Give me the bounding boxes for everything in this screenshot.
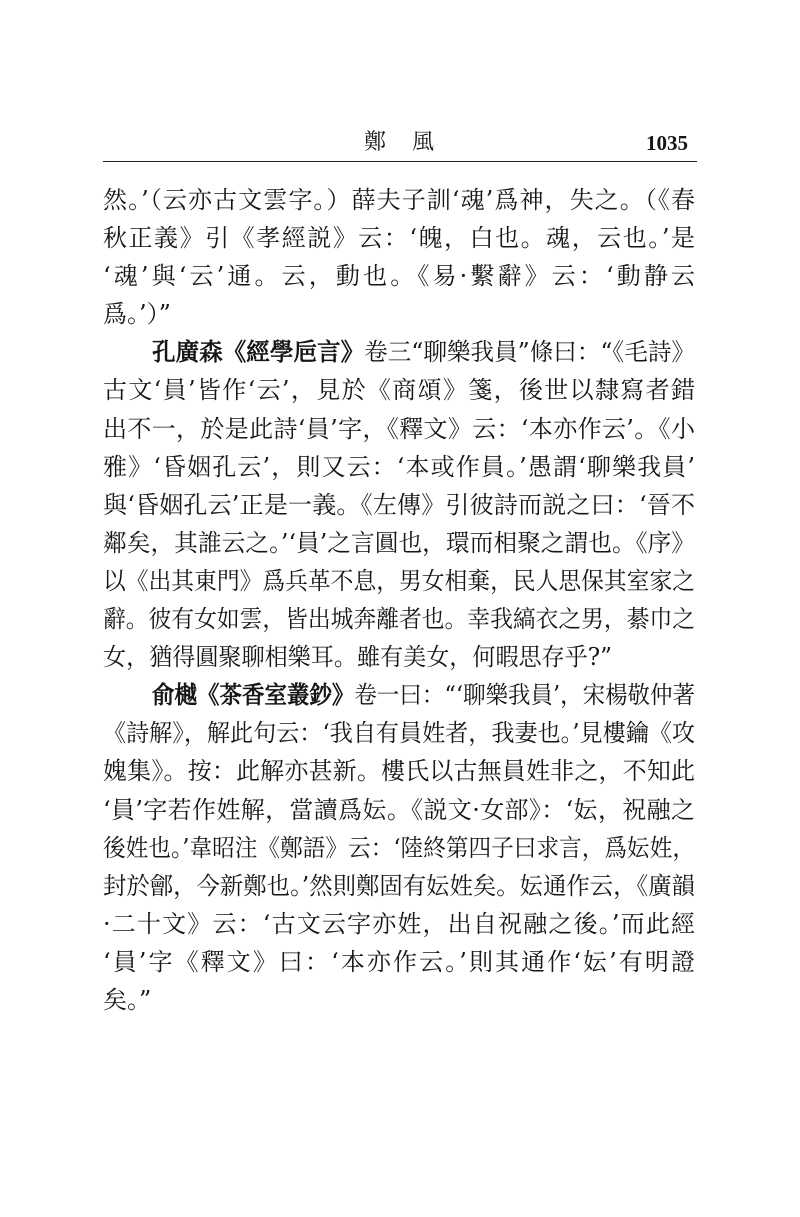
paragraph-3-line-2 (103, 714, 703, 752)
line-text: 封於鄶，今新鄭也。’然則鄭固有妘姓矣。妘通作云，《廣韻 (103, 871, 696, 900)
paragraph-3-line-4 (103, 791, 703, 829)
paragraph-3-line-1 (103, 676, 703, 714)
paragraph-1-line-3 (103, 257, 703, 295)
paragraph-1-line-2 (103, 219, 703, 257)
header-rule (103, 161, 697, 162)
line-text: 矣。” (103, 985, 152, 1014)
line-text: 爲。’）” (103, 300, 171, 329)
paragraph-2-line-9 (103, 638, 703, 676)
paragraph-2-line-6 (103, 524, 703, 562)
paragraph-2-line-7 (103, 562, 703, 600)
line-text: 《詩解》，解此句云：‘我自有員姓者，我妻也。’見樓鑰《攻 (103, 719, 696, 748)
line-text-rest: 卷一曰：“‘聊樂我員’，宋楊敬仲著 (354, 681, 696, 710)
line-text: 女，猶得圓聚聊相樂耳。雖有美女，何暇思存乎?” (103, 643, 612, 672)
line-text-rest: 卷三“聊樂我員”條曰：“《毛詩》 (364, 338, 695, 367)
paragraph-2-line-8 (103, 600, 703, 638)
paragraph-1-line-4 (103, 295, 703, 333)
line-text: 以《出其東門》爲兵革不息，男女相棄，民人思保其室家之 (103, 566, 695, 595)
line-text: ‘員’字若作姓解，當讀爲妘。《説文·女部》：‘妘，祝融之 (103, 795, 696, 824)
line-text: 出不一，於是此詩‘員’字，《釋文》云：‘本亦作云’。《小 (103, 414, 696, 443)
line-text: 媿集》。按：此解亦甚新。樓氏以古無員姓非之，不知此 (103, 757, 696, 786)
body-text (103, 181, 703, 1019)
paragraph-2-line-5 (103, 486, 703, 524)
paragraph-3-line-3 (103, 752, 703, 790)
line-text: 辭。彼有女如雲，皆出城奔離者也。幸我縞衣之男，綦巾之 (103, 605, 695, 634)
paragraph-2-line-2 (103, 371, 703, 409)
paragraph-2-line-4 (103, 448, 703, 486)
line-text: 秋正義》引《孝經説》云：‘魄，白也。魂，云也。’是 (103, 224, 697, 253)
line-text: ‘魂’與‘云’通。云，動也。《易·繫辭》云：‘動静云 (103, 262, 699, 291)
line-text: 與‘昏姻孔云’正是一義。《左傳》引彼詩而説之曰：‘晉不 (103, 490, 696, 519)
page-number: 1035 (646, 131, 688, 155)
paragraph-2-line-3 (103, 410, 703, 448)
line-text (152, 333, 695, 371)
paragraph-3-line-5 (103, 829, 703, 867)
line-text: 後姓也。’韋昭注《鄭語》云：‘陸終第四子曰求言，爲妘姓， (103, 833, 696, 862)
line-text (152, 676, 695, 714)
paragraph-1-line-1 (103, 181, 703, 219)
paragraph-3-line-7 (103, 905, 703, 943)
cited-author-and-work: 孔廣森《經學巵言》 (152, 337, 365, 367)
line-text: ·二十文》云：‘古文云字亦姓，出自祝融之後。’而此經 (103, 909, 697, 938)
line-text: 古文‘員’皆作‘云’，見於《商頌》箋，後世以隸寫者錯 (103, 376, 697, 405)
paragraph-2-line-1 (103, 333, 703, 371)
line-text: 然。’（云亦古文雲字。）薛夫子訓‘魂’爲神，失之。（《春 (103, 186, 697, 214)
paragraph-3-line-6 (103, 867, 703, 905)
line-text: 鄰矣，其誰云之。’‘員’之言圓也，環而相聚之謂也。《序》 (103, 528, 696, 557)
running-title: 鄭 風 (363, 130, 436, 155)
cited-author-and-work: 俞樾《茶香室叢鈔》 (152, 680, 355, 710)
paragraph-3-line-8 (103, 943, 703, 981)
paragraph-3-line-9 (103, 981, 703, 1019)
line-text: 雅》‘昏姻孔云’，則又云：‘本或作員。’愚謂‘聊樂我員’ (103, 452, 697, 481)
line-text: ‘員’字《釋文》曰：‘本亦作云。’則其通作‘妘’有明證 (103, 947, 698, 976)
